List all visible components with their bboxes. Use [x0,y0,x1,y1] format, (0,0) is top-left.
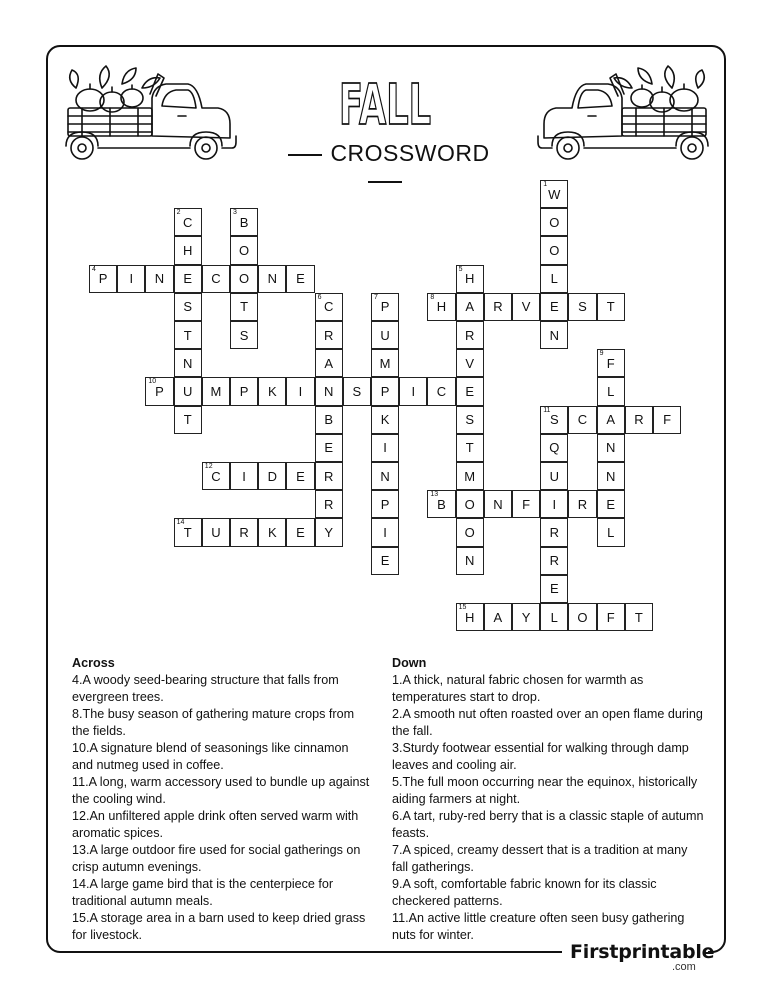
cell-letter: S [465,412,475,428]
subtitle-text: CROSSWORD [330,140,490,166]
cell-letter: A [324,355,334,371]
cell-letter: N [605,440,616,456]
brand-logo: Firstprintable [570,941,715,963]
down-clue-line: aiding farmers at night. [392,792,521,806]
crossword-cell[interactable] [315,462,343,490]
cell-letter: Y [521,609,531,625]
cell-letter: P [380,383,390,399]
down-clue-line: 5.The full moon occurring near the equinox, historically [392,775,698,789]
cell-letter: R [549,553,559,569]
cell-letter: E [549,581,559,597]
cell-letter: E [324,440,334,456]
crossword-cell[interactable] [456,603,484,631]
crossword-cell[interactable] [456,349,484,377]
cell-letter: T [465,440,474,456]
crossword-cell[interactable] [230,208,258,236]
cell-letter: E [296,271,305,287]
cell-letter: H [436,299,447,315]
cell-letter: S [578,299,587,315]
cell-letter: L [550,271,558,287]
crossword-cell[interactable] [456,490,484,518]
crossword-cell[interactable] [117,265,145,293]
crossword-cell[interactable] [315,518,343,546]
crossword-cell[interactable] [512,603,540,631]
cell-letter: P [155,383,164,399]
crossword-cell[interactable] [597,462,625,490]
crossword-cell[interactable] [258,462,286,490]
cell-letter: T [183,412,192,428]
cell-letter: B [324,412,334,428]
across-clue-line: 4.A woody seed-bearing structure that falls from [72,673,339,687]
across-clue-line: aromatic spices. [72,826,163,840]
cell-letter: C [436,383,447,399]
crossword-cell[interactable] [568,406,596,434]
clue-number: 10 [148,378,157,386]
crossword-cell[interactable] [174,265,202,293]
crossword-cell[interactable] [371,406,399,434]
crossword-cell[interactable] [540,265,568,293]
clue-number: 5 [458,265,463,273]
crossword-cell[interactable] [597,434,625,462]
cell-letter: N [493,496,503,512]
crossword-cell[interactable] [484,293,512,321]
cell-letter: O [577,609,588,625]
cell-letter: N [605,468,616,484]
crossword-cell[interactable] [568,603,596,631]
crossword-cell[interactable] [230,265,258,293]
crossword-cell[interactable] [315,406,343,434]
across-clue-line: 13.A large outdoor fire used for social gatherings on [72,843,361,857]
cell-letter: U [549,468,559,484]
cell-letter: I [242,468,246,484]
crossword-cell[interactable] [174,321,202,349]
cell-letter: E [380,553,390,569]
cell-letter: Q [549,440,560,456]
down-clue-line: 11.An active little creature often seen busy gathering [392,911,685,925]
crossword-cell[interactable] [597,490,625,518]
cell-letter: K [267,383,277,399]
crossword-cell[interactable] [315,434,343,462]
crossword-cell[interactable] [597,377,625,405]
crossword-cell[interactable] [456,265,484,293]
crossword-cell[interactable] [427,490,455,518]
down-clue-line: leaves and cooling air. [392,758,517,772]
crossword-cell[interactable] [456,547,484,575]
down-clue-line: 9.A soft, comfortable fabric known for its classic [392,877,657,891]
cell-letter: R [464,327,475,343]
crossword-cell[interactable] [540,434,568,462]
clue-number: 2 [176,209,181,217]
cell-letter: T [183,327,192,343]
crossword-cell[interactable] [512,293,540,321]
crossword-cell[interactable] [540,603,568,631]
crossword-cell[interactable] [371,377,399,405]
cell-letter: U [380,327,390,343]
cell-letter: R [239,524,249,540]
down-clue-line: 1.A thick, natural fabric chosen for warmth as [392,673,644,687]
clue-number: 8 [430,293,435,301]
cell-letter: S [239,327,249,343]
cell-letter: O [239,242,250,258]
crossword-cell[interactable] [315,349,343,377]
crossword-cell[interactable] [456,434,484,462]
down-clue-line: feasts. [392,826,430,840]
crossword-cell[interactable] [625,406,653,434]
cell-letter: M [379,355,391,371]
across-clue-line: 10.A signature blend of seasonings like cinnamon [72,741,349,755]
crossword-cell[interactable] [427,377,455,405]
crossword-cell[interactable] [540,406,568,434]
page-title: FALL [339,73,431,136]
cell-letter: H [182,242,193,258]
cell-letter: T [183,524,192,540]
crossword-cell[interactable] [230,377,258,405]
crossword-cell[interactable] [174,349,202,377]
across-clue-line: for livestock. [72,928,142,942]
cell-letter: A [465,299,475,315]
crossword-cell[interactable] [230,236,258,264]
cell-letter: F [663,412,672,428]
cell-letter: T [634,609,643,625]
cell-letter: I [383,524,387,540]
clue-number: 11 [543,406,551,414]
crossword-cell[interactable] [540,518,568,546]
crossword-cell[interactable] [230,293,258,321]
crossword-cell[interactable] [174,208,202,236]
cell-letter: N [267,271,277,287]
cell-letter: O [464,524,475,540]
crossword-cell[interactable] [230,321,258,349]
down-clue-line: temperatures start to drop. [392,690,541,704]
cell-letter: I [411,383,416,399]
cell-letter: C [323,299,334,315]
cell-letter: H [464,271,475,287]
cell-letter: L [607,524,615,540]
cell-letter: B [437,496,446,512]
crossword-cell[interactable] [202,518,230,546]
crossword-cell[interactable] [286,462,314,490]
cell-letter: A [493,609,503,625]
cell-letter: R [323,496,334,512]
crossword-cell[interactable] [371,321,399,349]
crossword-cell[interactable] [145,377,173,405]
cell-letter: L [607,383,615,399]
cell-letter: O [239,271,250,287]
crossword-cell[interactable] [230,518,258,546]
crossword-cell[interactable] [456,462,484,490]
cell-letter: T [240,299,249,315]
crossword-cell[interactable] [371,349,399,377]
crossword-cell[interactable] [456,406,484,434]
crossword-cell[interactable] [343,377,371,405]
cell-letter: N [549,327,559,343]
cell-letter: E [183,271,193,287]
crossword-cell[interactable] [540,293,568,321]
crossword-cell[interactable] [286,518,314,546]
crossword-cell[interactable] [568,293,596,321]
crossword-cell[interactable] [174,236,202,264]
cell-letter: N [380,468,390,484]
cell-letter: P [98,271,108,287]
cell-letter: W [548,186,561,202]
cell-letter: E [549,299,559,315]
cell-letter: L [550,609,558,625]
down-clue-line: checkered patterns. [392,894,503,908]
crossword-cell[interactable] [540,490,568,518]
crossword-cell[interactable] [174,293,202,321]
cell-letter: F [522,496,531,512]
cell-letter: V [465,355,475,371]
down-heading: Down [392,656,427,670]
crossword-cell[interactable] [540,575,568,603]
crossword-cell[interactable] [597,518,625,546]
crossword-cell[interactable] [202,377,230,405]
clue-number: 9 [599,350,604,358]
cell-letter: Y [324,524,334,540]
cell-letter: O [464,496,475,512]
cell-letter: P [380,496,390,512]
across-clue-line: crisp autumn evenings. [72,860,202,874]
cell-letter: R [493,299,503,315]
cell-letter: K [267,524,277,540]
crossword-cell[interactable] [258,377,286,405]
crossword-cell[interactable] [315,321,343,349]
crossword-cell[interactable] [540,462,568,490]
crossword-cell[interactable] [540,180,568,208]
across-clue-line: 11.A long, warm accessory used to bundle up against [72,775,370,789]
cell-letter: H [464,609,475,625]
down-clue-line: the fall. [392,724,433,738]
cell-letter: R [549,524,559,540]
cell-letter: C [182,214,193,230]
crossword-cell[interactable] [484,490,512,518]
cell-letter: S [352,383,362,399]
crossword-cell[interactable] [371,434,399,462]
crossword-cell[interactable] [258,265,286,293]
across-clue-line: 14.A large game bird that is the centerpiece for [72,877,334,891]
crossword-cell[interactable] [174,377,202,405]
crossword-cell[interactable] [540,236,568,264]
cell-letter: E [296,468,305,484]
down-clues [392,655,722,944]
crossword-cell[interactable] [427,293,455,321]
crossword-cell[interactable] [202,265,230,293]
cell-letter: C [577,412,588,428]
cell-letter: R [634,412,644,428]
crossword-cell[interactable] [371,293,399,321]
crossword-cell[interactable] [540,547,568,575]
crossword-cell[interactable] [286,265,314,293]
down-clue-line: 3.Sturdy footwear essential for walking through damp [392,741,689,755]
crossword-cell[interactable] [456,518,484,546]
crossword-cell[interactable] [371,490,399,518]
across-clue-line: the cooling wind. [72,792,166,806]
cell-letter: M [210,383,222,399]
down-clue-line: nuts for winter. [392,928,474,942]
crossword-cell[interactable] [484,603,512,631]
crossword-cell[interactable] [371,518,399,546]
cell-letter: I [552,496,557,512]
crossword-cell[interactable] [89,265,117,293]
clue-number: 3 [233,209,237,217]
across-heading: Across [72,656,115,670]
cell-letter: R [577,496,588,512]
across-clues [72,655,390,944]
across-clue-line: evergreen trees. [72,690,164,704]
crossword-cell[interactable] [258,518,286,546]
crossword-cell[interactable] [456,293,484,321]
cell-letter: O [549,242,560,258]
cell-letter: D [267,468,277,484]
cell-letter: R [323,327,334,343]
crossword-cell[interactable] [174,406,202,434]
crossword-cell[interactable] [174,518,202,546]
clue-number: 14 [176,519,185,527]
crossword-cell[interactable] [540,321,568,349]
cell-letter: P [239,383,249,399]
cell-letter: U [182,383,193,399]
crossword-cell[interactable] [597,349,625,377]
crossword-cell[interactable] [371,462,399,490]
clue-number: 13 [430,491,439,499]
cell-letter: U [211,524,221,540]
cell-letter: E [465,383,475,399]
cell-letter: V [521,299,531,315]
crossword-cell[interactable] [625,603,653,631]
clue-number: 6 [317,293,322,301]
clue-number: 7 [374,293,378,301]
cell-letter: I [383,440,387,456]
clue-number: 4 [92,265,96,273]
crossword-cell[interactable] [286,377,314,405]
crossword-cell[interactable] [597,603,625,631]
cell-letter: I [298,383,303,399]
cell-letter: E [606,496,616,512]
down-clue-line: 7.A spiced, creamy dessert that is a tradition at many [392,843,688,857]
cell-letter: P [380,299,390,315]
crossword-cell[interactable] [512,490,540,518]
cell-letter: R [323,468,334,484]
crossword-cell[interactable] [653,406,681,434]
cell-letter: N [182,355,193,371]
crossword-cell[interactable] [145,265,173,293]
crossword-cell[interactable] [230,462,258,490]
crossword-cell[interactable] [456,377,484,405]
across-clue-line: traditional autumn meals. [72,894,213,908]
cell-letter: C [211,468,221,484]
crossword-cell[interactable] [568,490,596,518]
clue-number: 15 [458,604,467,611]
clue-number: 1 [543,181,548,188]
crossword-cell[interactable] [456,321,484,349]
cell-letter: S [549,412,559,428]
crossword-cell[interactable] [597,406,625,434]
down-clue-line: 2.A smooth nut often roasted over an open flame during [392,707,703,721]
cell-letter: I [129,271,134,287]
cell-letter: F [606,609,615,625]
crossword-cell[interactable] [597,293,625,321]
crossword-cell[interactable] [315,377,343,405]
clue-number: 12 [204,463,213,470]
cell-letter: N [154,271,165,287]
across-clue-line: 15.A storage area in a barn used to keep dried grass [72,911,366,925]
cell-letter: B [239,214,249,230]
cell-letter: E [296,524,305,540]
cell-letter: M [464,468,476,484]
crossword-cell[interactable] [399,377,427,405]
crossword-cell[interactable] [315,490,343,518]
across-clue-line: 12.An unfiltered apple drink often served warm with [72,809,359,823]
cell-letter: N [464,553,475,569]
cell-letter: C [211,271,221,287]
crossword-cell[interactable] [202,462,230,490]
down-clue-line: 6.A tart, ruby-red berry that is a classic staple of autumn [392,809,704,823]
cell-letter: N [323,383,334,399]
down-clue-line: fall gatherings. [392,860,474,874]
across-clue-line: the fields. [72,724,126,738]
brand-domain: .com [672,961,696,973]
cell-letter: O [549,214,560,230]
crossword-cell[interactable] [371,547,399,575]
crossword-cell[interactable] [315,293,343,321]
cell-letter: A [606,412,616,428]
cell-letter: T [606,299,615,315]
crossword-cell[interactable] [540,208,568,236]
across-clue-line: and nutmeg used in coffee. [72,758,224,772]
across-clue-line: 8.The busy season of gathering mature crops from [72,707,355,721]
cell-letter: K [380,412,390,428]
cell-letter: F [606,355,615,371]
cell-letter: S [183,299,193,315]
